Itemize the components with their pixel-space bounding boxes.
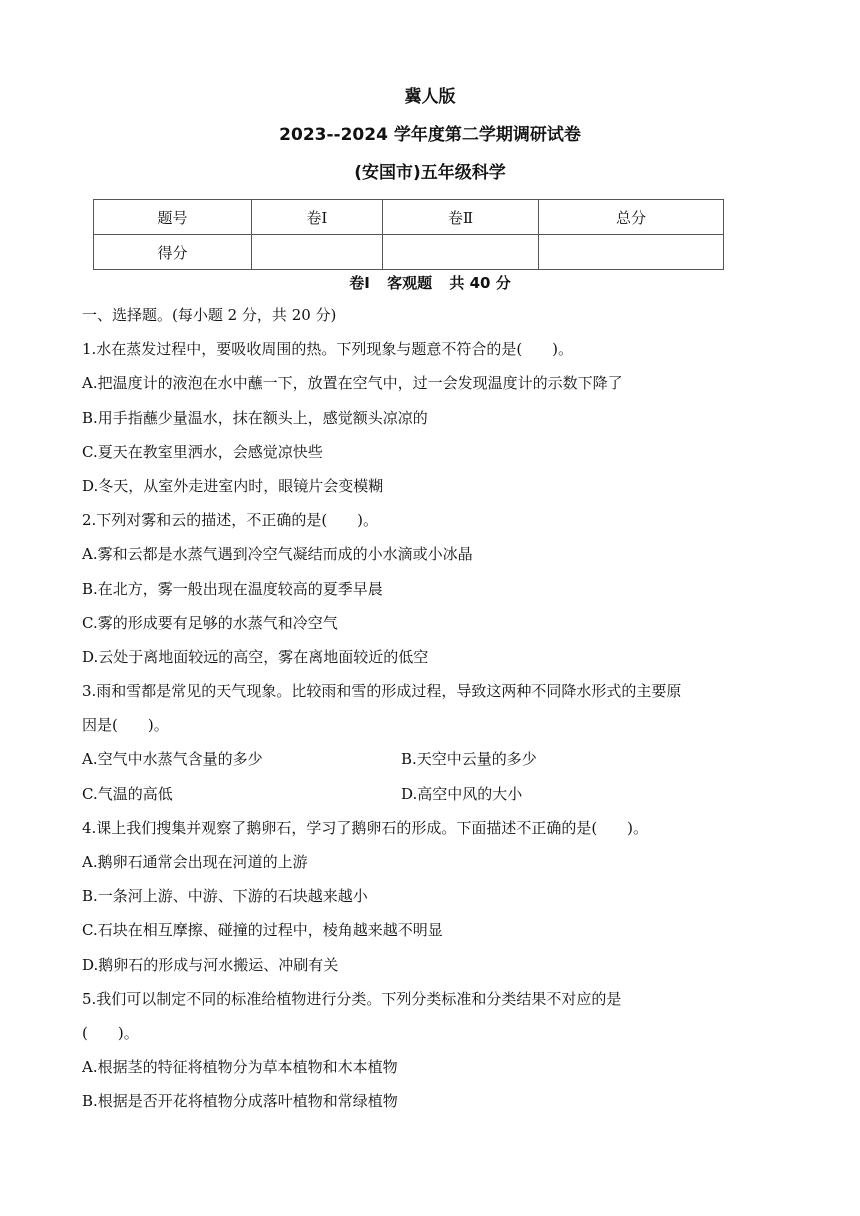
answer-option: B.根据是否开花将植物分成落叶植物和常绿植物 [82,1092,398,1111]
score-header-cell: 总分 [539,200,724,235]
score-table [93,199,724,270]
answer-option: C.石块在相互摩擦、碰撞的过程中，棱角越来越不明显 [82,921,443,940]
question-list [82,301,782,1122]
answer-option: D.云处于离地面较远的高空，雾在离地面较近的低空 [82,647,429,666]
section-points: 共 40 分 [449,274,511,292]
question-stem: 3.雨和雪都是常见的天气现象。比较雨和雪的形成过程，导致这两种不同降水形式的主要原 [82,682,682,701]
answer-option: C.气温的高低 [82,784,173,803]
exam-subtitle: (安国市)五年级科学 [354,163,506,183]
score-header-cell: 题号 [94,200,252,235]
question-stem-continued: ( )。 [82,1023,139,1042]
answer-option: C.夏天在教室里洒水，会感觉凉快些 [82,442,323,461]
question-stem: 4.课上我们搜集并观察了鹅卵石，学习了鹅卵石的形成。下面描述不正确的是( )。 [82,818,649,837]
answer-option: A.根据茎的特征将植物分为草本植物和木本植物 [82,1058,398,1077]
exam-title: 2023--2024 学年度第二学期调研试卷 [279,125,581,145]
score-table-header-row [94,200,724,235]
publisher-label: 冀人版 [404,87,456,107]
option-row [82,745,782,779]
question-stem-continued: 因是( )。 [82,716,169,735]
score-header-cell: 卷Ⅰ [252,200,383,235]
answer-option: A.把温度计的液泡在水中蘸一下，放置在空气中，过一会发现温度计的示数下降了 [82,374,623,393]
answer-option: A.鹅卵石通常会出现在河道的上游 [82,853,308,871]
section-part: 卷Ⅰ [349,274,370,292]
answer-option: D.鹅卵石的形成与河水搬运、冲刷有关 [82,955,339,974]
section-type: 客观题 [387,274,433,292]
answer-option: A.空气中水蒸气含量的多少 [82,750,263,769]
score-cell-total [539,235,724,270]
option-row [82,780,782,814]
score-cell-part1 [252,235,383,270]
answer-option: B.用手指蘸少量温水，抹在额头上，感觉额头凉凉的 [82,408,428,427]
score-cell-part2 [382,235,538,270]
score-row-label: 得分 [94,235,252,270]
question-stem: 5.我们可以制定不同的标准给植物进行分类。下列分类标准和分类结果不对应的是 [82,989,622,1008]
answer-option: D.冬天，从室外走进室内时，眼镜片会变模糊 [82,476,384,495]
answer-option: B.一条河上游、中游、下游的石块越来越小 [82,887,368,906]
title-block [0,84,860,198]
question-stem: 2.下列对雾和云的描述，不正确的是( )。 [82,511,379,530]
part-heading: 一、选择题。(每小题 2 分，共 20 分) [82,306,337,324]
section-heading [0,272,860,293]
answer-option: B.在北方，雾一般出现在温度较高的夏季早晨 [82,579,383,598]
answer-option: C.雾的形成要有足够的水蒸气和冷空气 [82,613,338,632]
score-table-row [94,235,724,270]
question-stem: 1.水在蒸发过程中，要吸收周围的热。下列现象与题意不符合的是( )。 [82,340,574,359]
answer-option: D.高空中风的大小 [401,784,523,803]
score-header-cell: 卷Ⅱ [382,200,538,235]
answer-option: A.雾和云都是水蒸气遇到冷空气凝结而成的小水滴或小冰晶 [82,545,473,564]
answer-option: B.天空中云量的多少 [401,750,537,769]
